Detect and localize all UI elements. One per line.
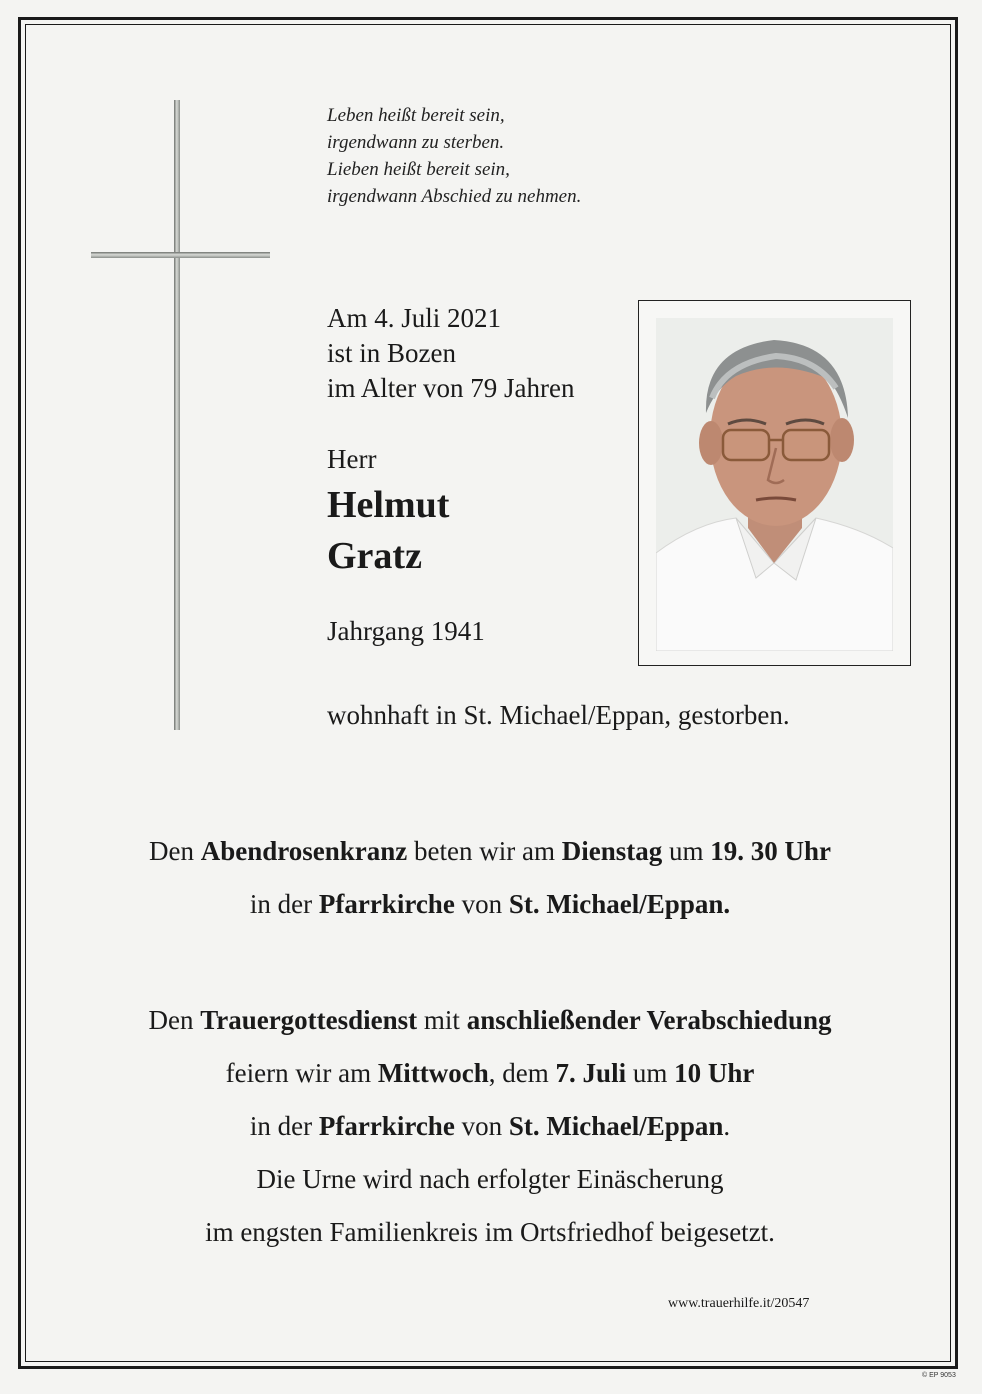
poem-line: irgendwann Abschied zu nehmen. — [327, 186, 582, 207]
cross-bar — [91, 252, 270, 258]
emphasis-text: Trauergottesdienst — [200, 1005, 418, 1035]
text-segment: Den — [149, 836, 201, 866]
death-place: ist in Bozen — [327, 338, 456, 368]
emphasis-text: 10 Uhr — [674, 1058, 755, 1088]
text-segment: . — [723, 1111, 731, 1141]
funeral-line-2 — [40, 1058, 940, 1089]
text-segment: Den — [148, 1005, 201, 1035]
poem — [327, 102, 581, 210]
text-segment: um — [662, 836, 711, 866]
text-segment: feiern wir am — [225, 1058, 378, 1088]
emphasis-text: Pfarrkirche — [318, 889, 455, 919]
text-segment: um — [626, 1058, 675, 1088]
inner-border — [25, 24, 951, 1362]
deceased-name — [327, 480, 449, 582]
first-name: Helmut — [327, 484, 450, 526]
funeral-line-3 — [40, 1111, 940, 1142]
birth-year: Jahrgang 1941 — [327, 616, 485, 646]
death-date: Am 4. Juli 2021 — [327, 303, 502, 333]
emphasis-text: Abendrosenkranz — [200, 836, 408, 866]
portrait-illustration — [656, 318, 893, 651]
text-segment: beten wir am — [407, 836, 562, 866]
emphasis-text: Mittwoch — [377, 1058, 489, 1088]
portrait-photo — [656, 318, 893, 651]
poem-line: irgendwann zu sterben. — [327, 132, 505, 153]
emphasis-text: anschließender Verabschiedung — [466, 1005, 832, 1035]
emphasis-text: St. Michael/Eppan. — [508, 889, 731, 919]
portrait-frame — [638, 300, 911, 666]
rosary-line-2 — [40, 889, 940, 920]
cross-icon — [174, 100, 180, 730]
text-segment: mit — [417, 1005, 467, 1035]
emphasis-text: 19. 30 Uhr — [710, 836, 831, 866]
funeral-line-1 — [40, 1005, 940, 1036]
rosary-line-1 — [40, 836, 940, 867]
salutation: Herr — [327, 444, 377, 474]
death-notice-intro — [327, 301, 574, 406]
text-segment: in der — [249, 889, 319, 919]
text-segment: von — [454, 889, 509, 919]
emphasis-text: St. Michael/Eppan — [508, 1111, 724, 1141]
emphasis-text: 7. Juli — [555, 1058, 627, 1088]
text-segment: von — [454, 1111, 509, 1141]
text-segment: in der — [249, 1111, 319, 1141]
emphasis-text: Dienstag — [561, 836, 663, 866]
footer-url[interactable]: www.trauerhilfe.it/20547 — [668, 1296, 810, 1311]
age-at-death: im Alter von 79 Jahren — [327, 373, 575, 403]
residence: wohnhaft in St. Michael/Eppan, gestorben. — [327, 700, 790, 730]
text-segment: , dem — [488, 1058, 556, 1088]
last-name: Gratz — [327, 535, 422, 577]
poem-line: Leben heißt bereit sein, — [327, 105, 505, 126]
copyright: © EP 9053 — [922, 1372, 956, 1379]
emphasis-text: Pfarrkirche — [318, 1111, 455, 1141]
poem-line: Lieben heißt bereit sein, — [327, 159, 510, 180]
funeral-line-5: im engsten Familienkreis im Ortsfriedhof beigesetzt. — [205, 1217, 775, 1247]
funeral-line-4: Die Urne wird nach erfolgter Einäscherung — [256, 1164, 724, 1194]
